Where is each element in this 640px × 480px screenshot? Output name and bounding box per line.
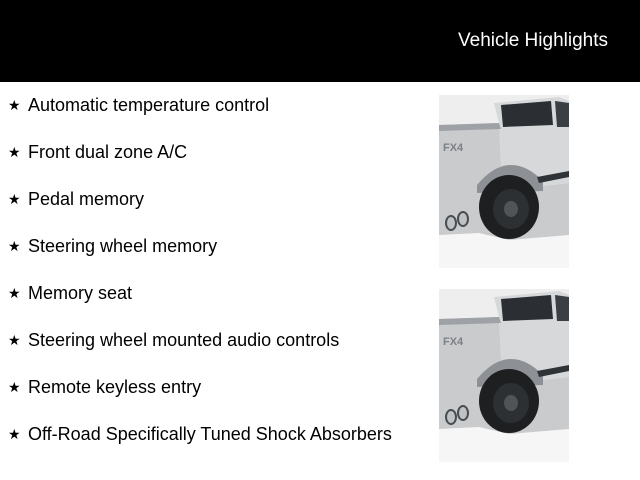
feature-label: Front dual zone A/C [28,142,188,162]
truck-photo-icon [439,95,569,268]
feature-label: Memory seat [28,283,133,303]
feature-item [8,141,428,163]
feature-label: Remote keyless entry [28,377,202,397]
star-icon: ★ [8,285,21,301]
star-icon: ★ [8,238,21,254]
star-icon: ★ [8,426,21,442]
star-icon: ★ [8,97,21,113]
feature-item [8,329,428,351]
star-icon: ★ [8,191,21,207]
feature-list [8,94,428,470]
feature-label: Off-Road Specifically Tuned Shock Absorbers [28,424,392,444]
vehicle-photo [439,95,569,268]
vehicle-photo [439,289,569,462]
feature-label: Steering wheel memory [28,236,218,256]
star-icon: ★ [8,332,21,348]
header-title: Vehicle Highlights [458,30,608,51]
photo-badge: FX4 [443,142,464,154]
feature-item [8,188,428,210]
feature-item [8,282,428,304]
truck-photo-icon [439,289,569,462]
feature-label: Steering wheel mounted audio controls [28,330,340,350]
star-icon: ★ [8,144,21,160]
feature-item [8,235,428,257]
feature-item [8,376,428,398]
feature-label: Automatic temperature control [28,95,270,115]
feature-label: Pedal memory [28,189,145,209]
star-icon: ★ [8,379,21,395]
feature-item [8,423,428,445]
header-bar [0,0,640,82]
photo-badge: FX4 [443,336,464,348]
feature-item [8,94,428,116]
